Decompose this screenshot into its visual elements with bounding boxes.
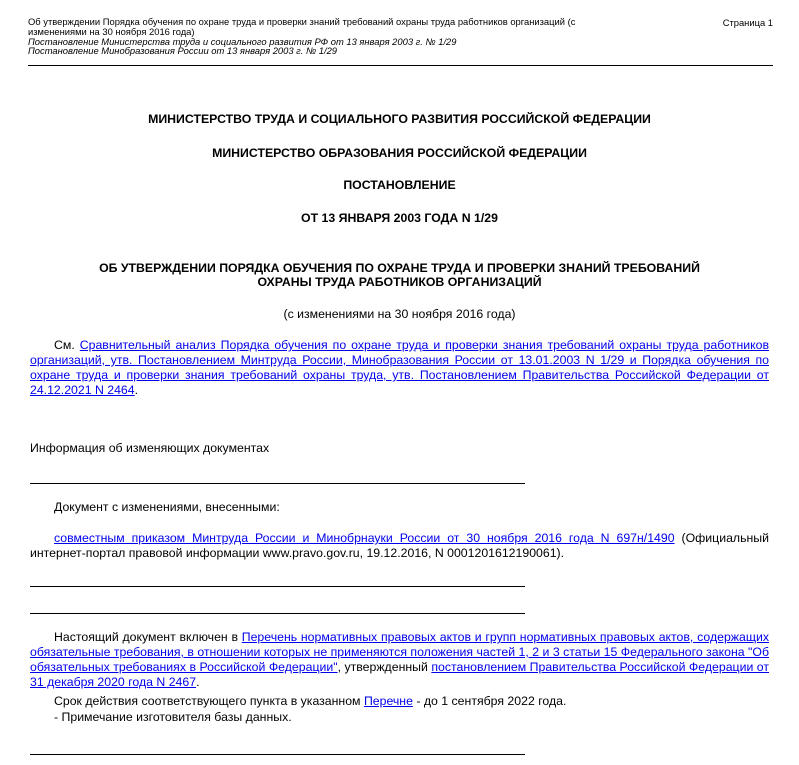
see-suffix: . <box>134 383 139 397</box>
see-also-paragraph <box>30 338 769 398</box>
note-part1: Настоящий документ включен в <box>54 630 242 644</box>
document-type-heading: ПОСТАНОВЛЕНИЕ <box>343 178 456 192</box>
ministry-education-heading: МИНИСТЕРСТВО ОБРАЗОВАНИЯ РОССИЙСКОЙ ФЕДЕРАЦИИ <box>212 146 587 160</box>
changes-paragraph <box>30 531 769 561</box>
amendment-order-link[interactable]: совместным приказом Минтруда России и Минобрнауки России от 30 ноября 2016 года N 697н/1490 <box>54 531 675 545</box>
changes-rest: (Официальный интернет-портал правовой информации www.pravo.gov.ru, 19.12.2016, N 0001201612190061). <box>30 531 769 560</box>
requirements-list-link[interactable]: Перечень нормативных правовых актов и групп нормативных правовых актов, содержащих обязательные требования, в отношении которых не применяются положения частей 1, 2 и 3 статьи 15 Федерального закона "Об обязательных требованиях в Российской Федерации" <box>30 630 770 674</box>
document-date-heading: ОТ 13 ЯНВАРЯ 2003 ГОДА N 1/29 <box>301 211 498 225</box>
separator-line <box>30 613 525 614</box>
note-part3: . <box>196 675 200 689</box>
changes-heading: Информация об изменяющих документах <box>30 441 270 455</box>
header-source-line1: Постановление Министерства труда и социального развития РФ от 13 января 2003 г. № 1/29 <box>28 35 457 47</box>
separator-line <box>30 754 525 755</box>
changes-intro: Документ с изменениями, внесенными: <box>54 500 280 514</box>
edition-note: (с изменениями на 30 ноября 2016 года) <box>283 307 516 321</box>
document-title-line1: ОБ УТВЕРЖДЕНИИ ПОРЯДКА ОБУЧЕНИЯ ПО ОХРАНЕ ТРУДА И ПРОВЕРКИ ЗНАНИЙ ТРЕБОВАНИЙ <box>99 261 700 275</box>
separator-line <box>30 483 525 484</box>
document-title <box>28 261 771 289</box>
inclusion-note-paragraph <box>30 630 769 690</box>
header-title-line2: изменениями на 30 ноября 2016 года) <box>28 25 195 37</box>
page-number: Страница 1 <box>722 17 773 28</box>
header-rule <box>28 65 773 66</box>
note-part2: , утвержденный <box>337 660 432 674</box>
maker-note: - Примечание изготовителя базы данных. <box>54 710 292 724</box>
page-header <box>28 17 688 56</box>
separator-line <box>30 586 525 587</box>
validity-prefix: Срок действия соответствующего пункта в указанном <box>54 694 364 708</box>
list-short-link[interactable]: Перечне <box>363 694 413 708</box>
see-prefix: См. <box>54 338 80 352</box>
header-title-line1: Об утверждении Порядка обучения по охране труда и проверки знаний требований охраны труда работников организаций (с <box>28 16 576 27</box>
header-source-line2: Постановление Минобразования России от 13 января 2003 г. № 1/29 <box>28 45 338 57</box>
validity-suffix: - до 1 сентября 2022 года. <box>412 694 567 708</box>
comparative-analysis-link[interactable]: Сравнительный анализ Порядка обучения по охране труда и проверки знания требований охраны труда работников организаций, утв. Постановлением Минтруда России, Минобразования России от 13.01.2003 N 1/29 и Порядка обучения по охране труда и проверки знания требований охраны труда, утв. Постановлением Правительства Российской Федерации от 24.12.2021 N 2464 <box>30 338 769 397</box>
government-resolution-link[interactable]: постановлением Правительства Российской Федерации от 31 декабря 2020 года N 2467 <box>30 660 769 689</box>
document-title-line2: ОХРАНЫ ТРУДА РАБОТНИКОВ ОРГАНИЗАЦИЙ <box>257 275 542 289</box>
validity-note <box>30 694 769 709</box>
ministry-labor-heading: МИНИСТЕРСТВО ТРУДА И СОЦИАЛЬНОГО РАЗВИТИЯ РОССИЙСКОЙ ФЕДЕРАЦИИ <box>148 112 651 126</box>
